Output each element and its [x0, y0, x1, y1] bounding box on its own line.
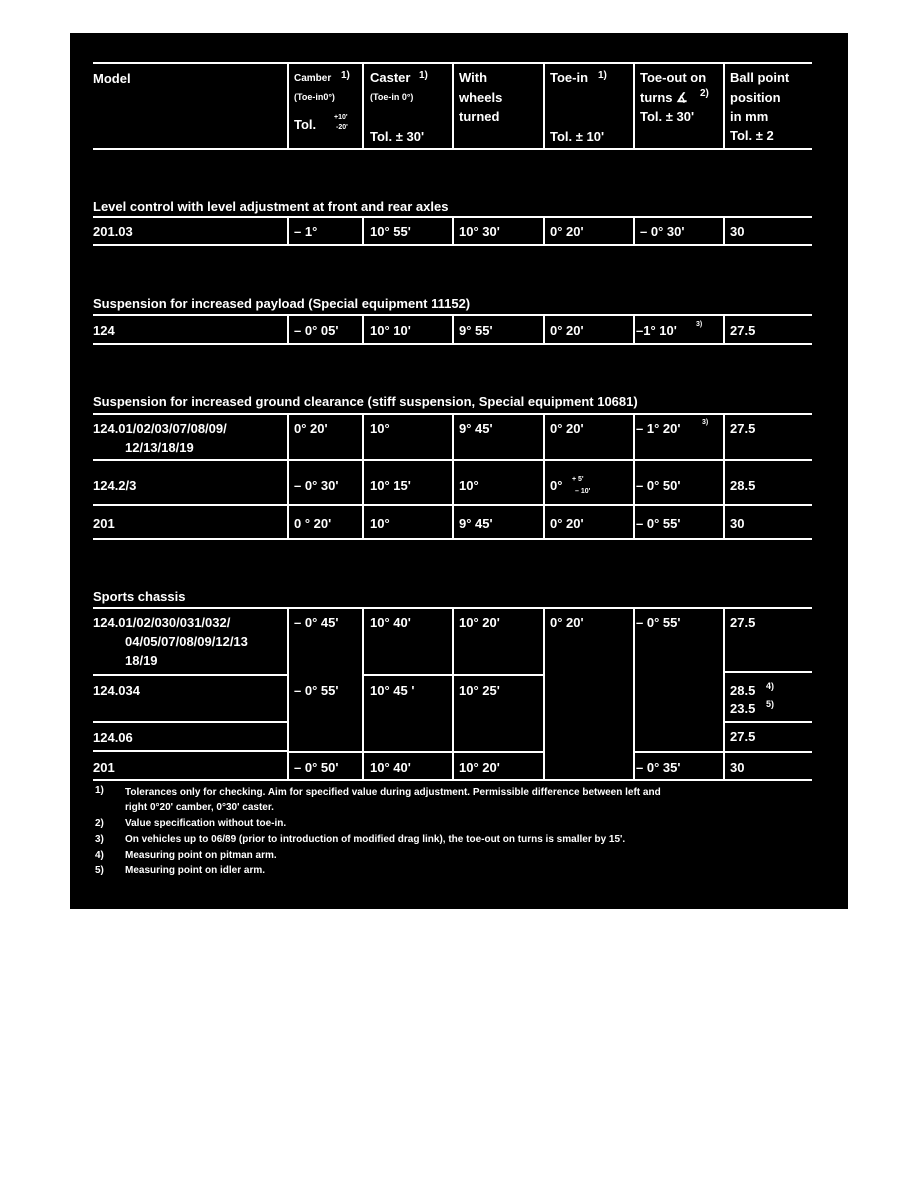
cell-model: 124.01/02/03/07/08/09/: [93, 421, 227, 436]
cell-model-cont: 18/19: [125, 653, 158, 668]
cell-toein-tol-plus: + 5': [572, 476, 584, 483]
cell-caster: 10° 45 ': [370, 683, 415, 698]
header-camber-tol: Tol.: [294, 117, 317, 132]
ground-divider: [633, 413, 635, 540]
cell-camber: – 0° 55': [294, 683, 339, 698]
cell-camber: – 0° 50': [294, 760, 339, 775]
payload-divider: [287, 314, 289, 345]
header-wheels: wheels: [459, 90, 503, 105]
cell-ball-point: 30: [730, 224, 745, 239]
cell-caster: 10° 55': [370, 224, 411, 239]
header-divider: [362, 62, 364, 150]
cell-camber: – 0° 30': [294, 478, 339, 493]
header-caster: Caster: [370, 70, 411, 85]
sports-row-rule: [93, 674, 289, 676]
cell-toein: 0°: [550, 478, 563, 493]
header-caster-tol: Tol. ± 30': [370, 129, 425, 144]
cell-footnote-ref: 3): [696, 321, 703, 328]
header-caster-sub: (Toe-in 0°): [370, 92, 414, 102]
header-camber: Camber: [294, 73, 332, 84]
cell-wheels-turned: 10°: [459, 478, 479, 493]
level-divider: [723, 216, 725, 246]
cell-toein: 0° 20': [550, 421, 584, 436]
cell-wheels-turned: 10° 20': [459, 615, 500, 630]
ground-divider: [543, 413, 545, 540]
ground-divider: [452, 413, 454, 540]
header-toein-ref: 1): [598, 70, 607, 81]
cell-wheels-turned: 10° 30': [459, 224, 500, 239]
header-toeout-turns: turns ∡: [640, 90, 688, 105]
ground-divider: [287, 413, 289, 540]
payload-divider: [362, 314, 364, 345]
sports-divider: [287, 607, 289, 781]
cell-toeout: – 0° 55': [636, 615, 681, 630]
cell-camber: 0° 20': [294, 421, 328, 436]
header-divider: [633, 62, 635, 150]
header-camber-sub: (Toe-in0°): [294, 92, 335, 102]
cell-toeout: – 0° 50': [636, 478, 681, 493]
cell-toein-tol-minus: – 10': [575, 488, 591, 495]
cell-model: 124.06: [93, 730, 133, 745]
sports-divider: [362, 607, 364, 781]
cell-model-cont: 04/05/07/08/09/12/13: [125, 634, 248, 649]
cell-ball-point: 27.5: [730, 421, 756, 436]
cell-wheels-turned: 9° 45': [459, 421, 493, 436]
header-divider: [543, 62, 545, 150]
header-toein-tol: Tol. ± 10': [550, 129, 605, 144]
header-divider: [723, 62, 725, 150]
footnote-text: Measuring point on idler arm.: [125, 865, 266, 876]
level-divider: [452, 216, 454, 246]
cell-ball-point: 27.5: [730, 323, 756, 338]
cell-footnote-ref: 4): [766, 681, 775, 691]
footnote-text: Tolerances only for checking. Aim for specified value during adjustment. Permissible difference between left and: [125, 787, 661, 798]
section-title-payload: Suspension for increased payload (Special equipment 11152): [93, 296, 471, 311]
cell-model: 201: [93, 760, 115, 775]
cell-wheels-turned: 9° 55': [459, 323, 493, 338]
header-toeout-ref: 2): [700, 88, 709, 99]
payload-divider: [723, 314, 725, 345]
header-camber-ref: 1): [341, 70, 350, 81]
level-divider: [543, 216, 545, 246]
section-title-level: Level control with level adjustment at front and rear axles: [93, 199, 449, 214]
cell-toein: 0° 20': [550, 224, 584, 239]
cell-toeout: – 0° 55': [636, 516, 681, 531]
sports-row-rule: [93, 750, 289, 752]
sports-row-rule: [287, 751, 363, 753]
cell-model: 124: [93, 323, 115, 338]
cell-ball-point: 27.5: [730, 729, 756, 744]
cell-caster: 10°: [370, 516, 390, 531]
cell-camber: – 1°: [294, 224, 318, 239]
header-toein: Toe-in: [550, 70, 589, 85]
sports-divider: [723, 607, 725, 781]
header-caster-ref: 1): [419, 70, 428, 81]
sports-divider: [633, 607, 635, 781]
cell-footnote-ref: 3): [702, 419, 709, 426]
header-toeout-tol: Tol. ± 30': [640, 109, 695, 124]
cell-toein: 0° 20': [550, 615, 584, 630]
cell-model: 201.03: [93, 224, 133, 239]
cell-wheels-turned: 10° 25': [459, 683, 500, 698]
cell-camber: – 0° 45': [294, 615, 339, 630]
cell-ball-point: 28.5: [730, 478, 756, 493]
sports-row-rule: [723, 671, 812, 673]
level-divider: [287, 216, 289, 246]
cell-caster: 10° 15': [370, 478, 411, 493]
header-ball-mm: in mm: [730, 109, 769, 124]
payload-divider: [543, 314, 545, 345]
cell-model-cont: 12/13/18/19: [125, 440, 194, 455]
cell-model: 201: [93, 516, 115, 531]
level-divider: [633, 216, 635, 246]
cell-caster: 10° 40': [370, 615, 411, 630]
footnote-text: On vehicles up to 06/89 (prior to introduction of modified drag link), the toe-out on turns is smaller by 15'.: [125, 834, 626, 845]
cell-ball-point: 28.5: [730, 683, 756, 698]
footnote-text: Measuring point on pitman arm.: [125, 850, 277, 861]
cell-wheels-turned: 10° 20': [459, 760, 500, 775]
cell-caster: 10° 10': [370, 323, 411, 338]
cell-caster: 10°: [370, 421, 390, 436]
cell-model: 124.2/3: [93, 478, 137, 493]
cell-toeout: – 1° 20': [636, 421, 681, 436]
sports-row-rule: [93, 721, 289, 723]
alignment-spec-sheet: [70, 33, 848, 909]
footnote-text: right 0°20' camber, 0°30' caster.: [125, 802, 274, 813]
cell-ball-point: 23.5: [730, 701, 756, 716]
header-toeout: Toe-out on: [640, 70, 707, 85]
cell-model: 124.034: [93, 683, 140, 698]
sports-row-rule: [723, 721, 812, 723]
level-divider: [362, 216, 364, 246]
cell-model: 124.01/02/030/031/032/: [93, 615, 231, 630]
footnote-text: Value specification without toe-in.: [125, 818, 287, 829]
cell-toeout: – 0° 30': [640, 224, 685, 239]
cell-ball-point: 27.5: [730, 615, 756, 630]
section-title-ground: Suspension for increased ground clearance (stiff suspension, Special equipment 10681): [93, 394, 638, 409]
section-title-sports: Sports chassis: [93, 589, 186, 604]
header-turned: turned: [459, 109, 500, 124]
header-with: With: [459, 70, 488, 85]
cell-toein: 0° 20': [550, 516, 584, 531]
cell-wheels-turned: 9° 45': [459, 516, 493, 531]
ground-divider: [362, 413, 364, 540]
cell-camber: 0 ° 20': [294, 516, 332, 531]
header-ball-position: position: [730, 90, 781, 105]
payload-divider: [633, 314, 635, 345]
footnote-mark: 5): [95, 865, 104, 876]
header-model: Model: [93, 71, 131, 86]
payload-divider: [452, 314, 454, 345]
header-camber-tol-plus: +10': [334, 114, 348, 121]
ground-divider: [723, 413, 725, 540]
header-ball-tol: Tol. ± 2: [730, 128, 774, 143]
cell-caster: 10° 40': [370, 760, 411, 775]
sports-divider: [452, 607, 454, 781]
header-divider: [287, 62, 289, 150]
footnote-mark: 3): [95, 834, 104, 845]
header-ball: Ball point: [730, 70, 790, 85]
footnote-mark: 4): [95, 850, 104, 861]
cell-ball-point: 30: [730, 760, 745, 775]
cell-toein: 0° 20': [550, 323, 584, 338]
cell-toeout: –1° 10': [636, 323, 677, 338]
footnote-mark: 2): [95, 818, 104, 829]
header-camber-tol-minus: -20': [336, 124, 348, 131]
cell-camber: – 0° 05': [294, 323, 339, 338]
cell-ball-point: 30: [730, 516, 745, 531]
footnote-mark: 1): [95, 785, 104, 796]
header-divider: [452, 62, 454, 150]
sports-divider: [543, 607, 545, 781]
cell-toeout: – 0° 35': [636, 760, 681, 775]
cell-footnote-ref: 5): [766, 699, 775, 709]
